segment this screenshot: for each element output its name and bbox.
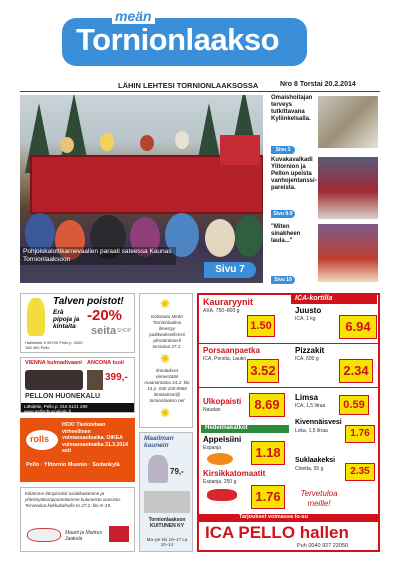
- product-2: ANCONA tuoli: [87, 360, 125, 366]
- brand: Tornionlaakson KUITUNEN KY: [148, 517, 186, 529]
- masthead: [62, 8, 307, 74]
- store-phone: Puh 0040 927 22050: [297, 543, 349, 549]
- ad-title: Maailman kaunein: [144, 435, 174, 449]
- item-detail: Cloetta, 55 g: [295, 466, 324, 472]
- item-name: Porsaanpaetka: [203, 346, 260, 355]
- orange-image: [207, 453, 233, 465]
- hedelma-label: Hedelmäkatkot: [205, 425, 248, 431]
- item-name: Kirsikkatomaatit: [203, 469, 266, 478]
- product-image-2: [144, 491, 190, 513]
- logo-small: meän: [112, 8, 155, 24]
- divider: [199, 387, 378, 388]
- ad-subtitle: Erä pipoja ja kintaita: [53, 309, 80, 330]
- ad-pellon-huonekalu[interactable]: [20, 357, 135, 413]
- hat-icon: [27, 298, 45, 336]
- main-photo[interactable]: [20, 95, 263, 283]
- ad-footer: Pello · Ylitornio Muonio · Sodankylä: [26, 462, 120, 468]
- crowd: [235, 215, 263, 257]
- sun-icon: ✺: [160, 297, 171, 311]
- ad-footer: Hallintotie 5 95700 Pello p. 0400 166 400 Pello: [25, 340, 83, 350]
- price-tag: 2.35: [345, 463, 375, 481]
- teaser-photo[interactable]: [318, 96, 378, 148]
- price-tag: 8.69: [249, 393, 285, 417]
- price-tag: 2.34: [339, 359, 373, 383]
- ad-ica[interactable]: [197, 293, 380, 552]
- divider: [20, 91, 380, 92]
- item-detail: AXA, 750–800 g: [203, 308, 240, 314]
- item-name: Ulkopaisti: [203, 397, 242, 406]
- item-name: Appelsiini: [203, 435, 242, 444]
- page-badge[interactable]: Sivu 3: [271, 146, 295, 154]
- item-detail: Espanja: [203, 445, 222, 451]
- store-name: ICA PELLO hallen: [205, 523, 349, 542]
- teaser-text[interactable]: "Miten sinakheen laula...": [271, 224, 301, 244]
- brand-sub: SHOP: [117, 328, 132, 334]
- brand: PELLON HUONEKALU: [25, 393, 101, 400]
- ad-maailman-kaunein[interactable]: [139, 432, 193, 552]
- price-tag: 6.94: [339, 315, 377, 339]
- price-tag: 1.76: [345, 425, 375, 443]
- item-detail: ICA, Porsita, Lauko: [203, 356, 247, 362]
- person: [60, 137, 74, 153]
- page-badge-main[interactable]: Sivu 7: [204, 262, 256, 278]
- tree-shape: [60, 95, 88, 163]
- price: 399,-: [105, 372, 128, 383]
- ad-footer: Ma–pe klo 10–17 La 10–14: [146, 537, 188, 547]
- page-badge[interactable]: Sivu 8-9: [271, 210, 295, 218]
- ad-kiitos[interactable]: [20, 487, 135, 552]
- welcome-text: Tervetuloa meille!: [300, 489, 338, 508]
- person: [175, 131, 189, 149]
- item-detail: Espanja, 250 g: [203, 479, 237, 485]
- notice-column: [139, 293, 193, 428]
- price-tag: 3.52: [247, 359, 279, 383]
- ad-talven-poistot[interactable]: [20, 293, 135, 353]
- ad-footer: Lähdetie, Pello p. 016 5121 280 www.pellonhuonekalu.fi: [24, 404, 88, 414]
- item-detail: ICA, 1 kg: [295, 316, 316, 322]
- rolls-logo: rolls: [30, 434, 50, 444]
- price-tag: 1.76: [251, 485, 285, 509]
- item-name: Pizzakit: [295, 346, 325, 355]
- flag-image: [109, 526, 129, 542]
- truck-cab: [220, 135, 260, 165]
- item-name: Juusto: [295, 306, 322, 315]
- notice-text: Kotiseutu Meän Tornionlaakso ilmestyy poikkeuksellisesti ylimääräisesti torstaina 27.2.: [149, 314, 185, 349]
- signature: Maarit ja Markus Jaakola: [65, 530, 102, 542]
- brand-logo: seita: [91, 325, 117, 337]
- product-image: [148, 455, 168, 483]
- subtitle: LÄHIN LEHTESI TORNIONLAAKSOSSA: [118, 81, 259, 90]
- item-detail: Naudan: [203, 407, 221, 413]
- page-badge[interactable]: Sivu 10: [271, 276, 295, 284]
- teaser-text[interactable]: Omaishoitajan terveys tutkittavana Kyliinkelsalla.: [271, 95, 313, 122]
- item-name: Limsa: [295, 393, 319, 402]
- item-detail: ICA, 1,5 litraa: [295, 403, 326, 409]
- teaser-photo[interactable]: [318, 157, 378, 219]
- product-1: VIENNA kulmadivaani: [25, 360, 82, 366]
- teaser-photo[interactable]: [318, 224, 378, 282]
- teaser-text[interactable]: Kuvakavalkadi Ylitornion ja Pellon upeista vanhojentanssipareista.: [271, 157, 317, 191]
- issue-info: Nro 8 Torstai 20.2.2014: [280, 81, 356, 88]
- logo-title: Tornionlaakso: [76, 22, 280, 57]
- ad-text: Kiitämme lämpimästi asiakkaitamme ja yhteistyökumppaneitamme kuluneista vuosista. Tervetuloa kakkukahville to 27.2. klo 9–19.: [25, 491, 122, 508]
- price-tag: 1.50: [247, 315, 275, 337]
- tomato-image: [207, 489, 237, 501]
- price: 79,-: [170, 467, 184, 476]
- person: [140, 135, 154, 151]
- item-detail: Loka, 1,5 litraa: [295, 428, 328, 434]
- sun-icon: ✺: [160, 406, 171, 420]
- divider: [199, 343, 378, 344]
- person: [100, 133, 114, 151]
- ad-title: Talven poistot!: [53, 296, 124, 307]
- item-name: Kauraryynit: [203, 297, 254, 307]
- sun-icon: ✺: [160, 352, 171, 366]
- ica-card-label: ICA-kortilla: [295, 295, 333, 302]
- ad-text: HOX! Tiedotetaan virheellinen voimassaoloaika. OIKEA voimassaoloaika 31.3.2014 asti: [62, 422, 129, 454]
- crowd: [205, 219, 235, 257]
- price-tag: 0.59: [339, 395, 369, 415]
- price-tag: 1.18: [251, 441, 285, 465]
- ad-rolls[interactable]: [20, 418, 135, 482]
- valid-text: Tarjoukset voimassa to-su: [239, 514, 308, 520]
- sofa-image: [25, 370, 83, 390]
- cake-image: [27, 528, 61, 542]
- notice-text: Ilmoitukset viimeistään maanantaina 24.2. klo 14 p. 040 100 8966 ilmoitukset@ tornionlaakso.net: [144, 368, 190, 403]
- item-name: Kivennäisvesi: [295, 419, 342, 426]
- photo-caption: Pohjoiskalottikarnevaalien paraati sateessa Kaunas Tornionlaaksoon: [20, 247, 176, 265]
- item-detail: ICA, 600 g: [295, 356, 319, 362]
- discount: -20%: [87, 307, 123, 324]
- chair-image: [87, 370, 103, 390]
- item-name: Suklaakeksi: [295, 457, 336, 464]
